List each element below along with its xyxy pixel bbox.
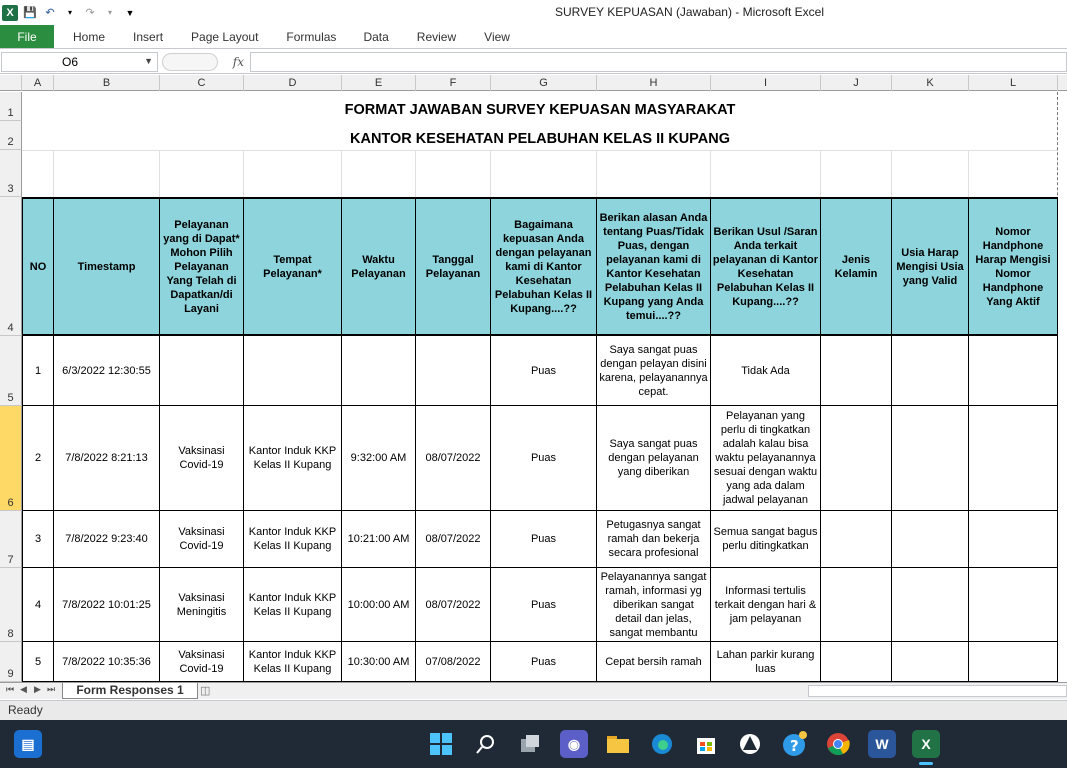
chrome-icon[interactable] [824, 730, 852, 758]
cell-usul[interactable]: Tidak Ada [711, 336, 821, 406]
chevron-down-icon[interactable]: ▼ [144, 55, 153, 66]
cell-waktu[interactable]: 10:30:00 AM [342, 642, 416, 682]
column-header[interactable]: K [892, 75, 969, 91]
cell-tanggal[interactable] [416, 336, 491, 406]
ribbon-tabs [0, 25, 1067, 49]
column-header[interactable]: A [22, 75, 54, 91]
cell-jenis-kelamin[interactable] [821, 406, 892, 511]
tab-review[interactable]: Review [416, 29, 457, 44]
cell-kepuasan[interactable]: Puas [491, 568, 597, 642]
sheet-tab-form-responses[interactable]: Form Responses 1 [62, 683, 198, 699]
cell-timestamp[interactable]: 7/8/2022 10:01:25 [54, 568, 160, 642]
insert-sheet-icon[interactable]: ◫ [200, 685, 211, 697]
cell-waktu[interactable] [342, 336, 416, 406]
cell-jenis-kelamin[interactable] [821, 568, 892, 642]
cell-no[interactable]: 5 [22, 642, 54, 682]
column-header[interactable]: L [969, 75, 1058, 91]
cell-pelayanan[interactable]: Vaksinasi Meningitis [160, 568, 244, 642]
word-icon[interactable]: W [868, 730, 896, 758]
header-cell-timestamp[interactable]: Timestamp [54, 197, 160, 336]
cell-tempat[interactable]: Kantor Induk KKP Kelas II Kupang [244, 511, 342, 568]
excel-icon[interactable]: X [912, 730, 940, 758]
cell-handphone[interactable] [969, 568, 1058, 642]
header-cell-usia[interactable]: Usia Harap Mengisi Usia yang Valid [892, 197, 969, 336]
cell-usul[interactable]: Informasi tertulis terkait dengan hari & jam pelayanan [711, 568, 821, 642]
column-header[interactable]: I [711, 75, 821, 91]
sheet-tabs-bar [0, 682, 1067, 699]
header-cell-handphone[interactable]: Nomor Handphone Harap Mengisi Nomor Handphone Yang Aktif [969, 197, 1058, 336]
column-headers [0, 75, 1067, 91]
row-header[interactable]: 7 [0, 511, 22, 568]
cell-no[interactable]: 3 [22, 511, 54, 568]
title-bar [0, 0, 1067, 25]
cell-kepuasan[interactable]: Puas [491, 511, 597, 568]
redo-icon[interactable]: ↷ [85, 7, 95, 19]
video-icon[interactable]: ◉ [560, 730, 588, 758]
status-bar: Ready [0, 700, 1067, 720]
cell-timestamp[interactable]: 7/8/2022 9:23:40 [54, 511, 160, 568]
cell-waktu[interactable]: 9:32:00 AM [342, 406, 416, 511]
svg-text:?: ? [790, 737, 799, 755]
cell-handphone[interactable] [969, 511, 1058, 568]
cell-alasan[interactable]: Saya sangat puas dengan pelayan disini karena, pelayanannya cepat. [597, 336, 711, 406]
formula-bar-handle[interactable] [162, 53, 218, 71]
cell-pelayanan[interactable]: Vaksinasi Covid-19 [160, 642, 244, 682]
header-cell-alasan[interactable]: Berikan alasan Anda tentang Puas/Tidak Puas, dengan pelayanan kami di Kantor Kesehatan Pelabuhan Kelas II Kupang yang Anda temui....?? [597, 197, 711, 336]
edge-icon[interactable] [648, 730, 676, 758]
name-box[interactable] [1, 52, 158, 72]
cell-pelayanan[interactable] [160, 336, 244, 406]
row-header[interactable]: 3 [0, 150, 22, 197]
cell-tempat[interactable] [244, 336, 342, 406]
cell-waktu[interactable]: 10:21:00 AM [342, 511, 416, 568]
column-header[interactable]: G [491, 75, 597, 91]
cell-timestamp[interactable]: 7/8/2022 10:35:36 [54, 642, 160, 682]
cell-tempat[interactable]: Kantor Induk KKP Kelas II Kupang [244, 568, 342, 642]
tab-view[interactable]: View [484, 29, 510, 44]
cell-tanggal[interactable]: 07/08/2022 [416, 642, 491, 682]
row-header[interactable]: 1 [0, 92, 22, 121]
header-cell-waktu[interactable]: Waktu Pelayanan [342, 197, 416, 336]
prev-sheet-icon[interactable]: ◀ [20, 684, 27, 694]
cell-alasan[interactable]: Pelayanannya sangat ramah, informasi yg diberikan sangat detail dan jelas, sangat membantu [597, 568, 711, 642]
column-header[interactable]: F [416, 75, 491, 91]
header-cell-no[interactable]: NO [22, 197, 54, 336]
search-icon[interactable] [472, 730, 500, 758]
header-cell-tempat[interactable]: Tempat Pelayanan* [244, 197, 342, 336]
customize-toolbar-icon[interactable]: ▼ [125, 7, 135, 18]
excel-logo-icon: X [2, 5, 18, 21]
cell-pelayanan[interactable]: Vaksinasi Covid-19 [160, 406, 244, 511]
cell-tempat[interactable]: Kantor Induk KKP Kelas II Kupang [244, 642, 342, 682]
cell-tanggal[interactable]: 08/07/2022 [416, 406, 491, 511]
cell-kepuasan[interactable]: Puas [491, 642, 597, 682]
row-header[interactable]: 6 [0, 406, 22, 511]
column-header[interactable]: B [54, 75, 160, 91]
row-header[interactable]: 2 [0, 121, 22, 150]
cell-jenis-kelamin[interactable] [821, 511, 892, 568]
tab-file[interactable]: File [0, 25, 54, 48]
start-icon[interactable] [427, 730, 455, 758]
header-cell-pelayanan[interactable]: Pelayanan yang di Dapat* Mohon Pilih Pelayanan Yang Telah di Dapatkan/di Layani [160, 197, 244, 336]
next-sheet-icon[interactable]: ▶ [34, 684, 41, 694]
store-icon[interactable] [692, 730, 720, 758]
folder-icon[interactable] [604, 730, 632, 758]
quick-access-toolbar [0, 5, 138, 21]
cell-timestamp[interactable]: 7/8/2022 8:21:13 [54, 406, 160, 511]
column-header[interactable]: H [597, 75, 711, 91]
header-cell-tanggal[interactable]: Tanggal Pelayanan [416, 197, 491, 336]
cell-usia[interactable] [892, 568, 969, 642]
tab-page-layout[interactable]: Page Layout [191, 29, 259, 44]
formula-bar [0, 50, 1067, 74]
row-header[interactable]: 9 [0, 642, 22, 682]
cell-kepuasan[interactable]: Puas [491, 336, 597, 406]
cell-tanggal[interactable]: 08/07/2022 [416, 568, 491, 642]
fx-icon[interactable]: fx [232, 54, 244, 69]
header-cell-jenis-kelamin[interactable]: Jenis Kelamin [821, 197, 892, 336]
cell-alasan[interactable]: Saya sangat puas dengan pelayanan yang diberikan [597, 406, 711, 511]
cell-kepuasan[interactable]: Puas [491, 406, 597, 511]
cell-pelayanan[interactable]: Vaksinasi Covid-19 [160, 511, 244, 568]
widgets-icon[interactable]: ▤ [14, 730, 42, 758]
sheet-title: FORMAT JAWABAN SURVEY KEPUASAN MASYARAKAT [344, 102, 736, 118]
cell-usul[interactable]: Pelayanan yang perlu di tingkatkan adalah kalau bisa waktu pelayanannya sesuai dengan waktu yang ada dalam jadwal pelayanan [711, 406, 821, 511]
cell-usia[interactable] [892, 336, 969, 406]
cell-usia[interactable] [892, 642, 969, 682]
cell-usia[interactable] [892, 406, 969, 511]
header-cell-kepuasan[interactable]: Bagaimana kepuasan Anda dengan pelayanan kami di Kantor Kesehatan Pelabuhan Kelas II Kupang....?? [491, 197, 597, 336]
cell-handphone[interactable] [969, 642, 1058, 682]
app-icon[interactable] [736, 730, 764, 758]
last-sheet-icon[interactable]: ⏭ [47, 684, 56, 694]
cell-tanggal[interactable]: 08/07/2022 [416, 511, 491, 568]
cell-usul[interactable]: Semua sangat bagus perlu ditingkatkan [711, 511, 821, 568]
cell-tempat[interactable]: Kantor Induk KKP Kelas II Kupang [244, 406, 342, 511]
cell-handphone[interactable] [969, 406, 1058, 511]
cell-waktu[interactable]: 10:00:00 AM [342, 568, 416, 642]
cell-jenis-kelamin[interactable] [821, 642, 892, 682]
cell-no[interactable]: 1 [22, 336, 54, 406]
cell-no[interactable]: 4 [22, 568, 54, 642]
tab-formulas[interactable]: Formulas [286, 29, 337, 44]
cell-jenis-kelamin[interactable] [821, 336, 892, 406]
window-title: SURVEY KEPUASAN (Jawaban) - Microsoft Excel [555, 5, 824, 19]
row-header[interactable]: 4 [0, 197, 22, 336]
column-header[interactable]: C [160, 75, 244, 91]
cell-alasan[interactable]: Petugasnya sangat ramah dan bekerja secara profesional [597, 511, 711, 568]
header-cell-usul[interactable]: Berikan Usul /Saran Anda terkait pelayanan di Kantor Kesehatan Pelabuhan Kelas II Kupang....?? [711, 197, 821, 336]
row-header[interactable]: 5 [0, 336, 22, 406]
cell-no[interactable]: 2 [22, 406, 54, 511]
formula-input[interactable] [250, 52, 1067, 72]
tab-home[interactable]: Home [73, 29, 106, 44]
windows-taskbar [0, 720, 1067, 768]
select-all-corner[interactable] [0, 75, 22, 91]
cell-handphone[interactable] [969, 336, 1058, 406]
column-header[interactable]: E [342, 75, 416, 91]
task-view-icon[interactable] [516, 730, 544, 758]
cell-timestamp[interactable]: 6/3/2022 12:30:55 [54, 336, 160, 406]
cell-usul[interactable]: Lahan parkir kurang luas [711, 642, 821, 682]
sheet-subtitle: KANTOR KESEHATAN PELABUHAN KELAS II KUPANG [350, 131, 730, 147]
cell-alasan[interactable]: Cepat bersih ramah [597, 642, 711, 682]
save-icon[interactable]: 💾 [23, 7, 37, 19]
dropdown-icon[interactable]: ▾ [67, 8, 72, 17]
cell-reference: O6 [62, 54, 79, 69]
column-header[interactable]: D [244, 75, 342, 91]
cell-usia[interactable] [892, 511, 969, 568]
dropdown-icon[interactable]: ▾ [107, 8, 112, 17]
row-header[interactable]: 8 [0, 568, 22, 642]
help-icon[interactable] [780, 730, 808, 758]
horizontal-scrollbar[interactable] [808, 685, 1067, 697]
column-header[interactable]: J [821, 75, 892, 91]
undo-icon[interactable]: ↶ [45, 7, 55, 19]
tab-data[interactable]: Data [363, 29, 389, 44]
first-sheet-icon[interactable]: ⏮ [6, 684, 15, 694]
tab-insert[interactable]: Insert [133, 29, 164, 44]
